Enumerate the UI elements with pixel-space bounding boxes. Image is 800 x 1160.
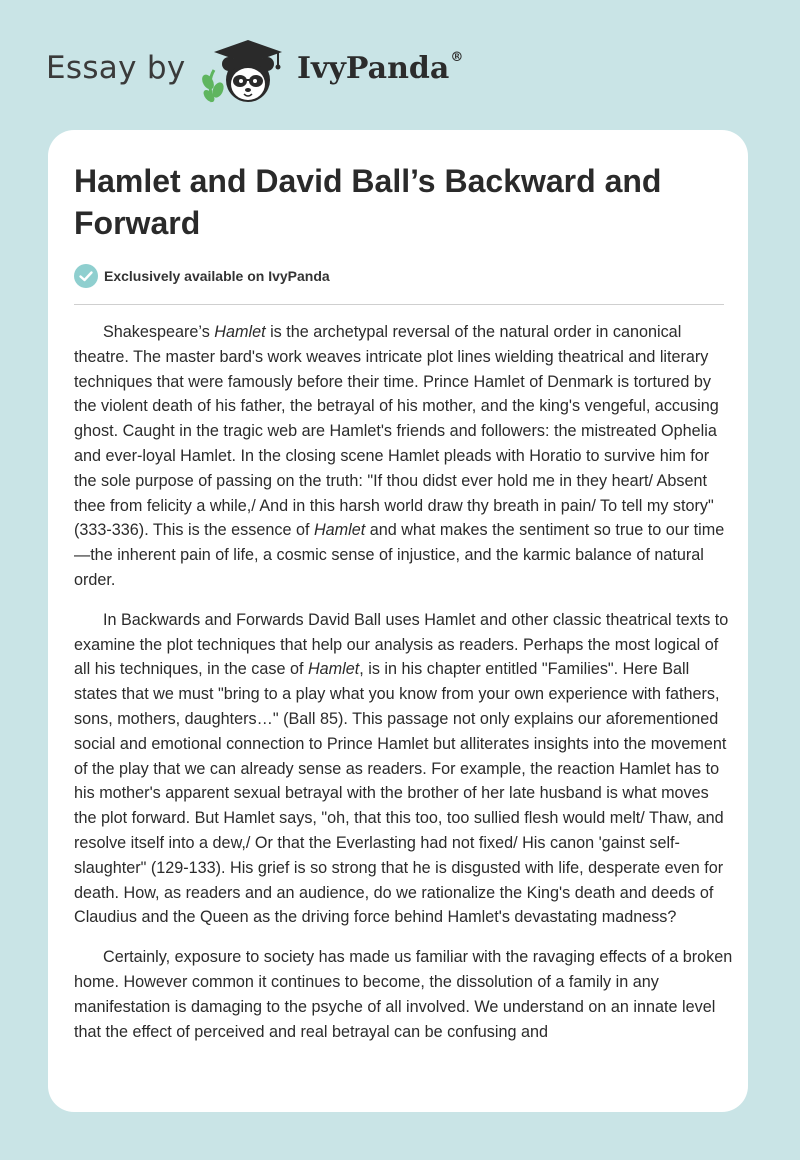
site-header — [0, 0, 800, 130]
exclusive-badge — [74, 263, 330, 289]
essay-card — [48, 130, 748, 1112]
italic-title-text: Hamlet — [214, 323, 266, 341]
paragraph-text: and what makes the sentiment so true to our time—the inherent pain of life, a cosmic sense of injustice, and the karmic balance of natural order. — [74, 521, 725, 589]
essay-paragraph — [74, 945, 734, 1044]
paragraph-text: is the archetypal reversal of the natural order in canonical theatre. The master bard's work weaves intricate plot lines wielding theatrical and literary techniques that were famously before their time. Prince Hamlet of Denmark is tortured by the violent death of his father, the betrayal of his mother, and the king's vengeful, accusing ghost. Caught in the tragic web are Hamlet's friends and followers: the mistreated Ophelia and ever-loyal Hamlet. In the closing scene Hamlet pleads with Horatio to survive him for the sole purpose of passing on the truth: "If thou didst ever hold me in they heart/ Absent thee from felicity a while,/ And in this harsh world draw thy breath in pain/ To tell my story" (333-336). This is the essence of — [74, 323, 719, 540]
essay-body — [74, 320, 734, 1059]
italic-title-text: Hamlet — [307, 660, 360, 679]
essay-by-label: Essay by — [46, 50, 186, 86]
brand-logo-text[interactable] — [297, 51, 463, 86]
panda-graduate-icon — [200, 36, 292, 110]
essay-title: Hamlet and David Ball’s Backward and Forward — [74, 163, 662, 241]
paragraph-text: Shakespeare’s — [103, 323, 215, 341]
essay-paragraph — [74, 608, 734, 930]
paragraph-text: Certainly, exposure to society has made us familiar with the ravaging effects of a broken home. However common it continues to become, the dissolution of a family in any manifestation is damaging to the psyche of all involved. We understand on an innate level that the effect of perceived and real betrayal can be confusing and — [74, 948, 733, 1041]
check-circle-icon — [74, 264, 98, 288]
paragraph-text: In Backwards and Forwards David Ball uses Hamlet and other classic theatrical texts to examine the plot techniques that help our analysis as readers. Perhaps the most logical of all his techniques, in the case of — [74, 610, 729, 679]
italic-title-text: Hamlet — [313, 521, 366, 540]
brand-name: IvyPanda — [297, 51, 450, 86]
exclusive-badge-label: Exclusively available on IvyPanda — [104, 268, 330, 284]
paragraph-text: , is in his chapter entitled "Families". Here Ball states that we must "bring to a play what you know from your own experience with fathers, sons, mothers, daughters…" (Ball 85). This passage not only explains our aforementioned social and emotional connection to Prince Hamlet but alliterates insights into the movement of the play that we can already sense as readers. For example, the reaction Hamlet has to his mother's apparent sexual betrayal with the brother of her late husband is what moves the plot forward. But Hamlet says, "oh, that this too, too sullied flesh would melt/ Thaw, and resolve itself into a dew,/ Or that the Everlasting had not fixed/ His canon 'gainst self-slaughter" (129-133). His grief is so strong that he is disgusted with life, desperate even for death. How, as readers and an audience, do we rationalize the King's death and deeds of Claudius and the Queen as the driving force behind Hamlet's devastating madness? — [74, 660, 727, 927]
registered-mark: ® — [450, 50, 464, 65]
essay-paragraph — [74, 320, 734, 593]
title-divider — [74, 304, 724, 305]
